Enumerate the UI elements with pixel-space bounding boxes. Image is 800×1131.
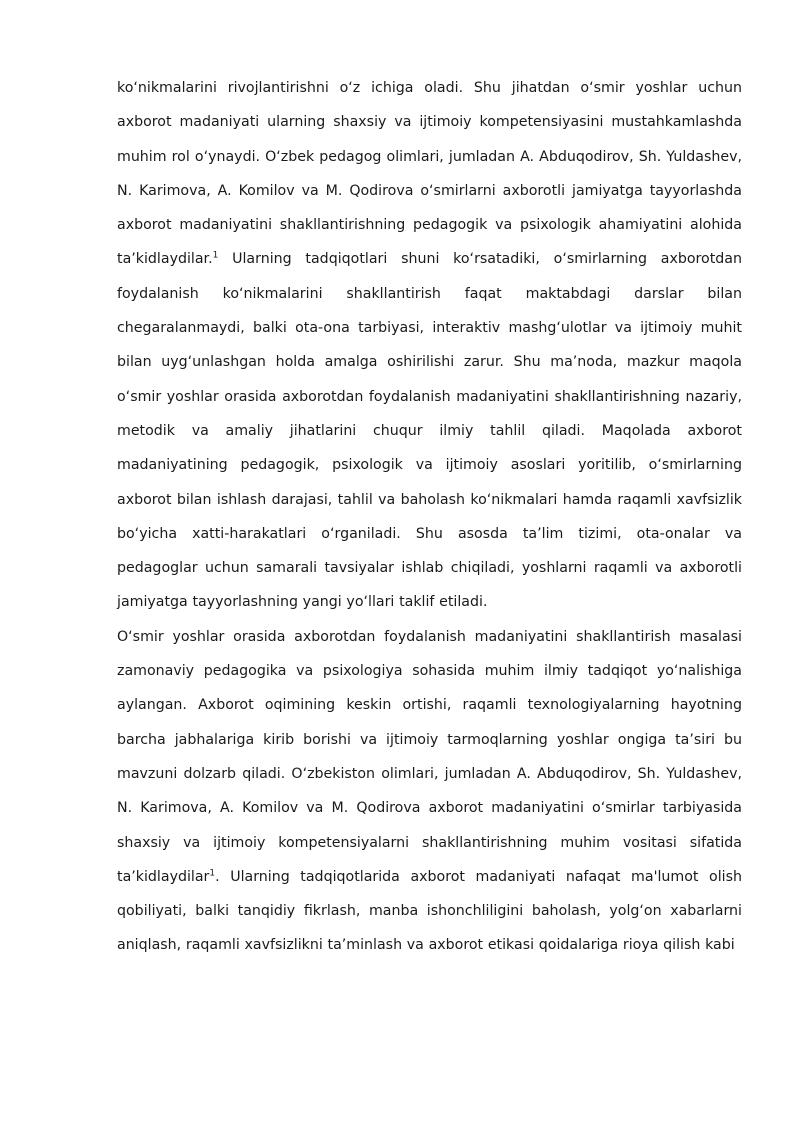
paragraph-2-text-a: O‘smir yoshlar orasida axborotdan foydalanish madaniyatini shakllantirish masalasi zamonaviy pedagogika va psixologiya sohasida muhim ilmiy tadqiqot yo‘nalishiga aylangan. Axborot oqimining keskin ortishi, raqamli texnologiyalarning hayotning barcha jabhalariga kirib borishi va ijtimoiy tarmoqlarning yoshlar ongiga ta’siri bu mavzuni dolzarb qiladi. O‘zbekiston olimlari, jumladan A. Abduqodirov, Sh. Yuldashev, N. Karimova, A. Komilov va M. Qodirova axborot madaniyatini o‘smirlar tarbiyasida shaxsiy va ijtimoiy kompetensiyalarni shakllantirishning muhim vositasi sifatida ta’kidlaydilar [117, 628, 742, 885]
paragraph-2-text-b: . Ularning tadqiqotlarida axborot madaniyati nafaqat ma'lumot olish qobiliyati, balki tanqidiy fikrlash, manba ishonchliligini baholash, yolg‘on xabarlarni aniqlash, raqamli xavfsizlikni ta’minlash va axborot etikasi qoidalariga rioya qilish kabi [117, 868, 742, 954]
paragraph-1-text-a: ko‘nikmalarini rivojlantirishni o‘z ichiga oladi. Shu jihatdan o‘smir yoshlar uchun axborot madaniyati ularning shaxsiy va ijtimoiy kompetensiyasini mustahkamlashda muhim rol o‘ynaydi. O‘zbek pedagog olimlari, jumladan A. Abduqodirov, Sh. Yuldashev, N. Karimova, A. Komilov va M. Qodirova o‘smirlarni axborotli jamiyatga tayyorlashda axborot madaniyatini shakllantirishning pedagogik va psixologik ahamiyatini alohida ta’kidlaydilar. [117, 80, 742, 268]
body-text [117, 71, 742, 963]
footnote-ref[interactable]: 1 [212, 250, 219, 261]
paragraph-1-text-b: Ularning tadqiqotlari shuni ko‘rsatadiki, o‘smirlarning axborotdan foydalanish ko‘nikmalarini shakllantirish faqat maktabdagi darslar bilan chegaralanmaydi, balki ota-ona tarbiyasi, interaktiv mashg‘ulotlar va ijtimoiy muhit bilan uyg‘unlashgan holda amalga oshirilishi zarur. Shu ma’noda, mazkur maqola o‘smir yoshlar orasida axborotdan foydalanish madaniyatini shakllantirishning nazariy, metodik va amaliy jihatlarini chuqur ilmiy tahlil qiladi. Maqolada axborot madaniyatining pedagogik, psixologik va ijtimoiy asoslari yoritilib, o‘smirlarning axborot bilan ishlash darajasi, tahlil va baholash ko‘nikmalari hamda raqamli xavfsizlik bo‘yicha xatti-harakatlari o‘rganiladi. Shu asosda ta’lim tizimi, ota-onalar va pedagoglar uchun samarali tavsiyalar ishlab chiqiladi, yoshlarni raqamli va axborotli jamiyatga tayyorlashning yangi yo‘llari taklif etiladi. [117, 251, 742, 611]
footnote-ref[interactable]: 1 [209, 868, 216, 879]
paragraph-1 [117, 71, 742, 620]
paragraph-2 [117, 620, 742, 963]
